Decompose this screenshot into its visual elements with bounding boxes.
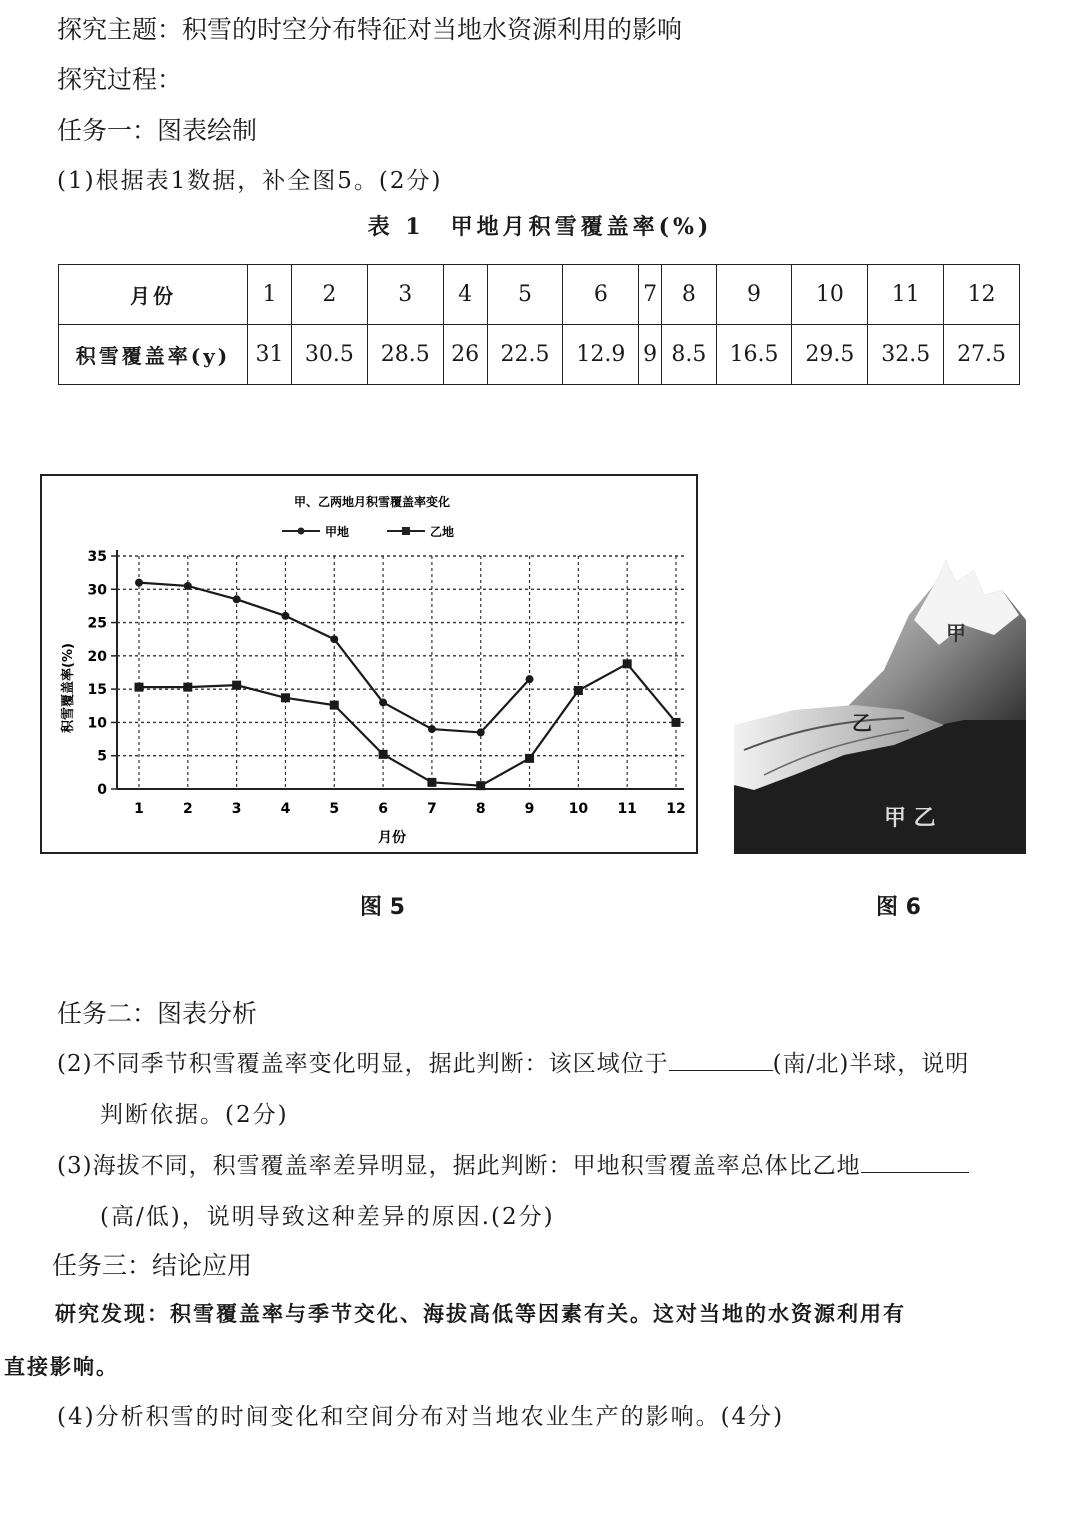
chart-title: 甲、乙两地月积雪覆盖率变化 [293, 495, 451, 509]
data-point-yi [574, 686, 583, 695]
y-tick-label: 25 [87, 615, 107, 632]
table-cell: 8.5 [662, 325, 717, 385]
table-header-month: 月份 [59, 265, 248, 325]
x-tick-label: 10 [568, 801, 589, 817]
data-point-jia [428, 725, 436, 733]
chart-svg [42, 476, 696, 852]
chart-y-label: 积雪覆盖率(%) [61, 643, 76, 733]
y-tick-label: 10 [87, 715, 107, 732]
data-point-jia [330, 635, 338, 643]
table-cell: 29.5 [792, 325, 868, 385]
data-point-yi [135, 683, 144, 692]
x-tick-label: 12 [666, 801, 686, 817]
data-point-jia [526, 675, 534, 683]
legend-marker-yi [402, 527, 410, 535]
x-tick-label: 8 [475, 801, 486, 817]
y-tick-label: 35 [87, 549, 107, 565]
y-tick-label: 5 [97, 748, 107, 765]
x-tick-label: 1 [134, 801, 144, 817]
x-tick-label: 11 [617, 801, 637, 817]
data-point-jia [135, 579, 143, 587]
table-header-rate: 积雪覆盖率(y) [59, 325, 248, 385]
data-point-yi [330, 701, 339, 710]
x-tick-label: 3 [231, 801, 242, 817]
table-cell: 30.5 [291, 325, 367, 385]
figure-5-chart [40, 474, 698, 854]
question-2-line-1 [57, 1045, 969, 1078]
task1-title: 任务一：图表绘制 [57, 116, 258, 145]
task2-title: 任务二：图表分析 [57, 999, 258, 1028]
answer-blank-hemisphere[interactable] [669, 1048, 773, 1071]
table-row-months [59, 265, 1020, 325]
y-tick-label: 20 [87, 648, 107, 665]
label-yi: 乙 [852, 711, 872, 735]
question-3-line-1 [57, 1147, 969, 1180]
finding-line-2: 直接影响。 [4, 1354, 119, 1379]
table-cell: 26 [443, 325, 487, 385]
snow-cover-table [58, 264, 1020, 385]
table-caption: 表 1 甲地月积雪覆盖率(%) [367, 214, 713, 240]
y-tick-label: 30 [87, 582, 107, 599]
figure-6-mountain-image [734, 560, 1026, 854]
legend-label-yi: 乙地 [430, 525, 455, 539]
question-3-line-2: (高/低)，说明导致这种差异的原因.(2分) [100, 1204, 555, 1230]
table-cell: 16.5 [716, 325, 792, 385]
task3-title: 任务三：结论应用 [52, 1251, 253, 1280]
table-cell: 3 [367, 265, 443, 325]
table-cell: 28.5 [367, 325, 443, 385]
x-tick-label: 5 [329, 801, 340, 817]
question-2-text-pre: (2)不同季节积雪覆盖率变化明显，据此判断：该区域位于 [57, 1051, 669, 1077]
table-cell: 22.5 [487, 325, 563, 385]
table-cell: 1 [248, 265, 292, 325]
x-tick-label: 4 [280, 801, 291, 817]
topic-line: 探究主题：积雪的时空分布特征对当地水资源利用的影响 [57, 15, 683, 44]
question-3-text: (3)海拔不同，积雪覆盖率差异明显，据此判断：甲地积雪覆盖率总体比乙地 [57, 1153, 861, 1179]
table-cell: 32.5 [868, 325, 944, 385]
figure-5-caption: 图 5 [360, 895, 405, 920]
data-point-jia [184, 582, 192, 590]
data-point-yi [379, 750, 388, 759]
data-point-yi [281, 693, 290, 702]
answer-blank-high-low[interactable] [861, 1150, 969, 1173]
question-2-line-2: 判断依据。(2分) [100, 1102, 289, 1128]
process-line: 探究过程： [57, 65, 183, 94]
table-cell: 12 [944, 265, 1020, 325]
table-cell: 27.5 [944, 325, 1020, 385]
table-cell: 7 [639, 265, 662, 325]
data-point-jia [233, 595, 241, 603]
legend-marker-jia [298, 528, 305, 535]
series-line-yi [139, 664, 676, 786]
x-tick-label: 7 [427, 801, 437, 817]
chart-x-label: 月份 [378, 830, 406, 846]
data-point-jia [379, 698, 387, 706]
figure-6-caption: 图 6 [876, 895, 921, 920]
data-point-yi [623, 659, 632, 668]
question-2-text-post: (南/北)半球，说明 [772, 1051, 970, 1077]
label-bottom: 甲 乙 [884, 806, 936, 831]
data-point-yi [232, 681, 241, 690]
table-cell: 11 [868, 265, 944, 325]
data-point-yi [672, 718, 681, 727]
chart-series [135, 579, 681, 791]
chart-legend [282, 524, 454, 539]
table-row-values [59, 325, 1020, 385]
question-1: (1)根据表1数据，补全图5。(2分) [57, 168, 443, 194]
table-cell: 4 [443, 265, 487, 325]
x-tick-label: 2 [182, 801, 193, 817]
data-point-yi [525, 754, 534, 763]
data-point-yi [183, 683, 192, 692]
table-cell: 9 [716, 265, 792, 325]
table-cell: 2 [291, 265, 367, 325]
table-cell: 6 [563, 265, 639, 325]
table-cell: 10 [792, 265, 868, 325]
table-cell: 12.9 [563, 325, 639, 385]
table-cell: 5 [487, 265, 563, 325]
label-jia: 甲 [946, 621, 966, 645]
y-tick-label: 0 [97, 782, 107, 798]
question-4: (4)分析积雪的时间变化和空间分布对当地农业生产的影响。(4分) [57, 1404, 785, 1430]
y-tick-label: 15 [87, 682, 107, 699]
legend-label-jia: 甲地 [325, 525, 350, 539]
x-tick-label: 9 [524, 801, 535, 817]
finding-line-1: 研究发现：积雪覆盖率与季节交化、海拔高低等因素有关。这对当地的水资源利用有 [55, 1301, 906, 1326]
x-tick-label: 6 [378, 801, 388, 817]
data-point-yi [476, 781, 485, 790]
table-cell: 8 [662, 265, 717, 325]
mountain-illustration [734, 560, 1026, 854]
table-cell: 9 [639, 325, 662, 385]
data-point-jia [477, 728, 485, 736]
table-cell: 31 [248, 325, 292, 385]
data-point-jia [281, 612, 289, 620]
data-point-yi [427, 778, 436, 787]
